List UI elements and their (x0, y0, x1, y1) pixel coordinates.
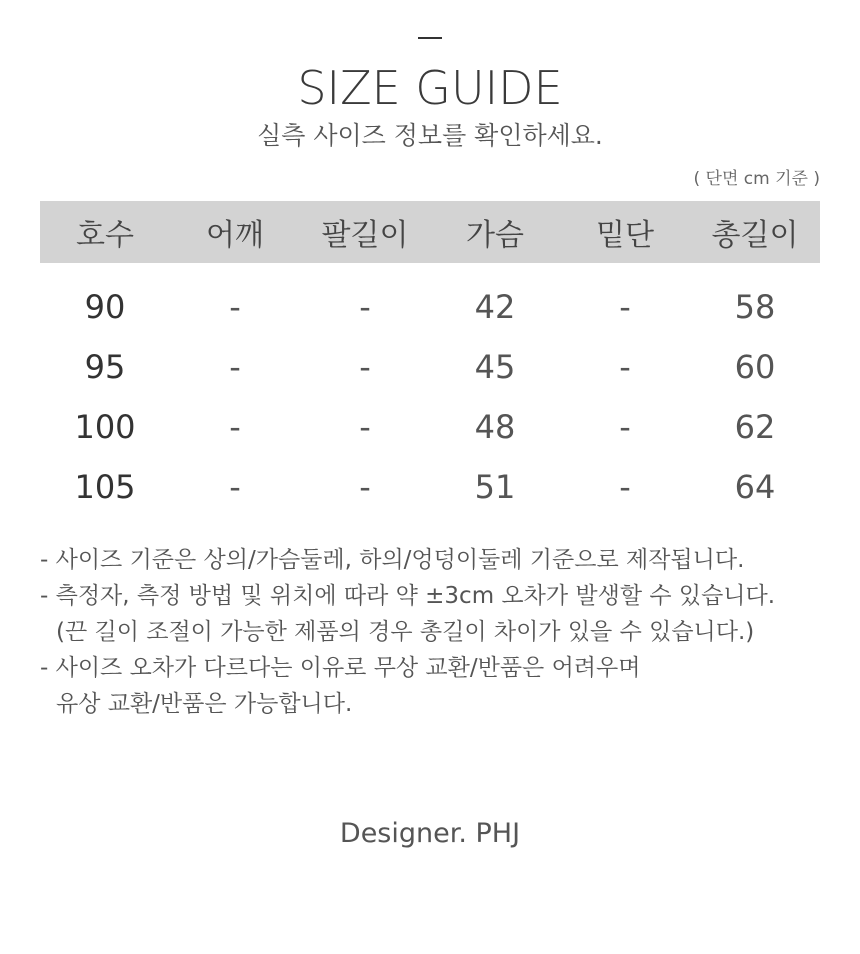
cell-hem: - (619, 288, 631, 326)
cell-total-length: 60 (734, 348, 776, 386)
cell-chest: 48 (474, 408, 516, 446)
cell-sleeve-length: - (359, 288, 371, 326)
size-table-header-row (40, 201, 820, 263)
cell-hem: - (619, 408, 631, 446)
note-size-basis: - 사이즈 기준은 상의/가슴둘레, 하의/엉덩이둘레 기준으로 제작됩니다. (40, 547, 745, 573)
cell-shoulder: - (229, 408, 241, 446)
note-measurement-tolerance: - 측정자, 측정 방법 및 위치에 따라 약 ±3cm 오차가 발생할 수 있습니다. (40, 583, 776, 609)
note-exchange-policy: - 사이즈 오차가 다르다는 이유로 무상 교환/반품은 어려우며 (40, 655, 641, 681)
header-total-length: 총길이 (711, 218, 799, 253)
cell-chest: 42 (474, 288, 516, 326)
size-table-body (40, 263, 820, 517)
header-shoulder: 어깨 (206, 218, 264, 253)
page-title: SIZE GUIDE (297, 61, 563, 115)
title-dash-divider (418, 37, 442, 39)
note-exchange-policy-continued: 유상 교환/반품은 가능합니다. (56, 691, 353, 717)
table-row (40, 263, 820, 337)
cell-size: 90 (84, 288, 126, 326)
size-notes (40, 542, 830, 722)
table-row (40, 397, 820, 457)
header-sleeve-length: 팔길이 (321, 218, 409, 253)
cell-sleeve-length: - (359, 408, 371, 446)
cell-size: 100 (74, 408, 136, 446)
table-row (40, 337, 820, 397)
cell-size: 95 (84, 348, 126, 386)
size-table-header (40, 201, 820, 263)
cell-total-length: 58 (734, 288, 776, 326)
header-size: 호수 (76, 218, 134, 253)
cell-sleeve-length: - (359, 468, 371, 506)
cell-hem: - (619, 348, 631, 386)
size-table (40, 201, 820, 517)
table-row (40, 457, 820, 517)
cell-shoulder: - (229, 288, 241, 326)
note-strap-length: (끈 길이 조절이 가능한 제품의 경우 총길이 차이가 있을 수 있습니다.) (56, 619, 755, 645)
cell-chest: 45 (474, 348, 516, 386)
unit-note: ( 단면 cm 기준 ) (693, 169, 820, 189)
cell-total-length: 62 (734, 408, 776, 446)
cell-size: 105 (74, 468, 136, 506)
cell-shoulder: - (229, 348, 241, 386)
cell-hem: - (619, 468, 631, 506)
header-chest: 가슴 (466, 218, 524, 253)
designer-credit: Designer. PHJ (339, 818, 521, 849)
cell-chest: 51 (474, 468, 516, 506)
cell-sleeve-length: - (359, 348, 371, 386)
cell-total-length: 64 (734, 468, 776, 506)
cell-shoulder: - (229, 468, 241, 506)
page-subtitle: 실측 사이즈 정보를 확인하세요. (257, 121, 603, 150)
header-hem: 밑단 (596, 218, 654, 253)
